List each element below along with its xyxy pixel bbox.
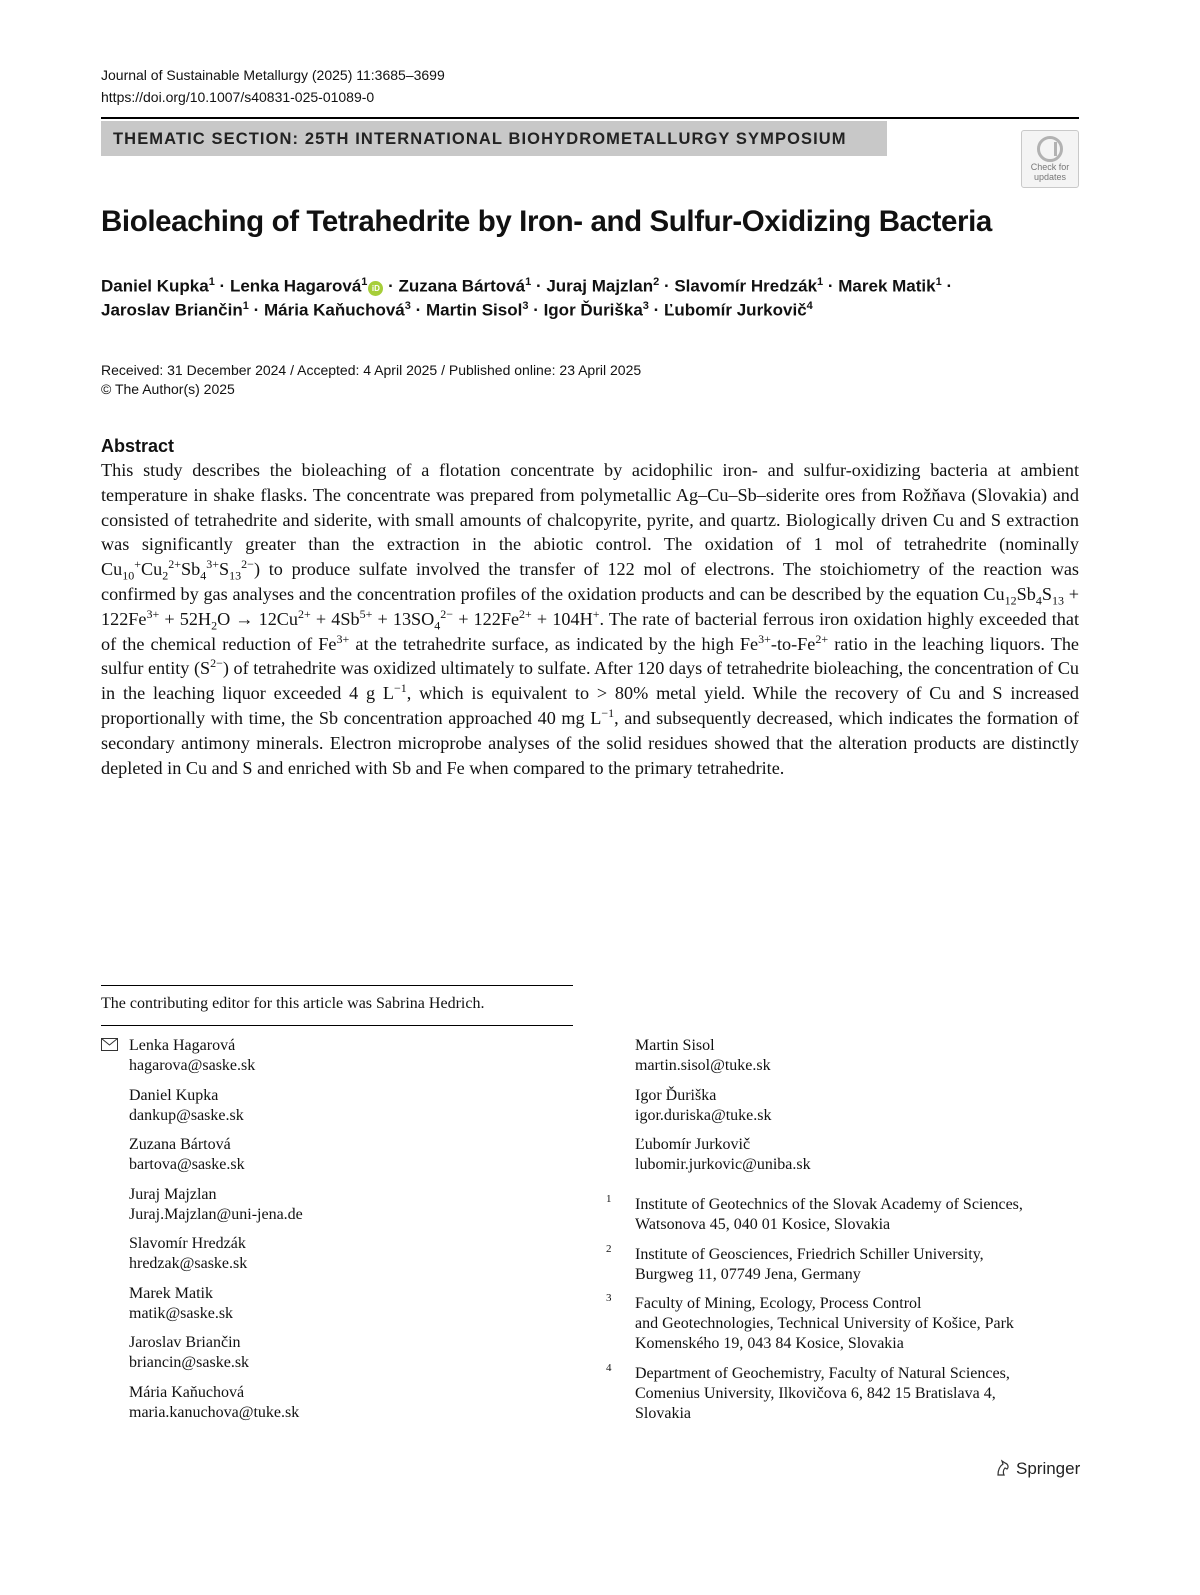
orcid-icon[interactable]: iD [368,281,383,296]
affiliation-number: 4 [606,1361,612,1374]
affiliation-number: 3 [606,1292,612,1304]
contact-name: Mária Kaňuchová [129,1383,245,1401]
abstract-text: This study describes the bioleaching of a flotation concentrate by acidophilic iron- and sulfur-oxidizing bacteria at ambient temperature in shake flasks. The concentrate was prepared from polymetallic Ag–Cu–Sb–siderite ores from Rožňava (Slovakia) and consisted of tetrahedrite and siderite, with small amounts of chalcopyrite, pyrite, and quartz. Biologically driven Cu and S extraction was significantly greater than the extraction in the abiotic control. The oxidation of 1 mol of tetrahedrite (nominally $Cu_{10}^+Cu_2^{2+}Sb_4^{3+}S_{13}^{2-}$) to produce sulfate involved the transfer of 122 mol of electrons. The stoichiometry of the reaction was confirmed by gas analyses and the concentration profiles of the oxidation products and can be described by the equation $Cu_{12}Sb_4S_{13} + 122Fe^{3+} + 52H_2O \to 12Cu^{2+} + 4Sb^{5+} + 13SO_4^{2-} + 122Fe^{2+} + 104H^+$. The rate of bacterial ferrous iron oxidation highly exceeded that of the chemical reduction of $Fe^{3+}$ at the tetrahedrite surface, as indicated by the high $Fe^{3+}-to-Fe^{2+}$ ratio in the leaching liquors. The sulfur entity $(S^{2-})$ of tetrahedrite was oxidized ultimately to sulfate. After 120 days of tetrahedrite bioleaching, the concentration of Cu in the leaching liquor exceeded 4 g $L^{-1}$, which is equivalent to > 80% metal yield. While the recovery of Cu and S increased proportionally with time, the Sb concentration approached 40 mg $L^{-1}$, and subsequently decreased, which indicates the formation of secondary antimony minerals. Electron microprobe analyses of the solid residues showed that the alteration products are distinctly depleted in Cu and S and enriched with Sb and Fe when compared to the primary tetrahedrite. [101,460,1080,778]
affiliation-line: Watsonova 45, 040 01 Kosice, Slovakia [635,1216,891,1233]
affiliation-entry [606,1195,1075,1235]
author-separator: · [383,276,399,296]
affiliation-number: 2 [606,1242,612,1255]
contact-entry [129,1383,303,1423]
contact-entry [129,1086,303,1126]
contact-email[interactable]: matik@saske.sk [129,1304,234,1322]
author-name: Igor Ďuriška [543,300,643,320]
author-name: Jaroslav Briančin [101,300,243,320]
author-name: Ľubomír Jurkovič [664,300,807,320]
contact-entry [129,1234,303,1274]
badge-line1: Check for [1030,162,1070,172]
author-name: Martin Sisol [425,300,523,320]
contact-email[interactable]: hredzak@saske.sk [129,1255,248,1272]
contact-name: Martin Sisol [635,1037,715,1054]
footnote-rule-bottom [101,1025,573,1026]
affiliation-text [635,1294,1075,1354]
author-name: Juraj Majzlan [546,276,654,296]
contact-name: Slavomír Hredzák [129,1235,246,1252]
header-rule [101,117,1079,119]
author-affiliation-mark: 1 [817,276,824,288]
contact-entry [129,1036,303,1076]
publisher-logo [994,1459,1080,1479]
author-name: Mária Kaňuchová [263,300,405,320]
contact-name: Marek Matik [129,1284,213,1302]
affiliation-line: Faculty of Mining, Ecology, Process Control [635,1295,922,1312]
doi-link[interactable]: https://doi.org/10.1007/s40831-025-01089-0 [101,89,375,105]
affiliations [606,1195,1075,1433]
contact-name: Ľubomír Jurkovič [635,1136,751,1153]
journal-citation: Journal of Sustainable Metallurgy (2025) 11:3685–3699 [101,67,445,83]
article-title: Bioleaching of Tetrahedrite by Iron- and Sulfur-Oxidizing Bacteria [101,205,992,238]
authors-line-1 [101,276,952,297]
affiliation-number: 1 [606,1193,612,1205]
author-affiliation-mark: 1 [361,276,368,288]
author-affiliation-mark: 1 [525,276,532,288]
journal-header [101,64,445,108]
author-name: Marek Matik [838,276,936,296]
author-separator: · [648,300,665,320]
section-label: THEMATIC SECTION: 25TH INTERNATIONAL BIOHYDROMETALLURGY SYMPOSIUM [113,130,847,148]
affiliation-line: Institute of Geosciences, Friedrich Schiller University, [635,1245,984,1263]
author-affiliation-mark: 2 [653,276,660,288]
contact-email[interactable]: lubomir.jurkovic@uniba.sk [635,1156,811,1173]
footnote-rule-top [101,985,573,986]
affiliation-text [635,1364,1075,1424]
contact-entry [129,1284,303,1324]
author-affiliation-mark: 3 [642,300,649,312]
check-for-updates-badge[interactable] [1021,130,1079,188]
author-affiliation-mark: 1 [935,276,942,288]
affiliation-entry [606,1242,1075,1285]
author-affiliation-mark: 3 [522,300,529,312]
affiliation-entry [606,1361,1075,1424]
author-separator: · [528,300,544,320]
contact-email[interactable]: bartova@saske.sk [129,1156,245,1173]
contact-name: Jaroslav Briančin [129,1334,241,1351]
affiliation-line: Comenius University, Ilkovičova 6, 842 15 Bratislava 4, [635,1384,996,1402]
author-separator: · [410,300,426,320]
envelope-icon [101,1038,118,1056]
affiliation-text [635,1245,1075,1285]
author-separator: · [941,276,953,296]
publisher-name: Springer [1016,1459,1081,1478]
contact-entry [129,1333,303,1373]
affiliation-line: Department of Geochemistry, Faculty of Natural Sciences, [635,1364,1010,1382]
author-name: Daniel Kupka [101,276,209,296]
editor-note: The contributing editor for this article was Sabrina Hedrich. [101,995,485,1012]
affiliation-text [635,1195,1075,1235]
copyright: © The Author(s) 2025 [101,381,235,397]
contact-email[interactable]: igor.duriska@tuke.sk [635,1106,772,1124]
author-separator: · [248,300,264,320]
check-for-updates-icon [1037,136,1063,162]
authors-line-2 [101,300,813,321]
author-affiliation-mark: 1 [208,276,215,288]
contact-name: Lenka Hagarová [129,1037,236,1054]
affiliation-line: and Geotechnologies, Technical University of Košice, Park [635,1315,1014,1332]
contact-name: Zuzana Bártová [129,1136,231,1153]
abstract-heading: Abstract [101,436,175,456]
author-separator: · [659,276,675,296]
author-separator: · [214,276,230,296]
contact-entry [129,1135,303,1175]
affiliation-line: Slovakia [635,1404,691,1422]
publication-history: Received: 31 December 2024 / Accepted: 4 April 2025 / Published online: 23 April 2025 [101,362,642,378]
affiliation-line: Burgweg 11, 07749 Jena, Germany [635,1265,861,1283]
badge-line2: updates [1033,172,1067,182]
author-affiliation-mark: 1 [242,300,249,312]
author-affiliation-mark: 3 [404,300,411,312]
contact-entry [635,1135,811,1175]
contact-name: Igor Ďuriška [635,1086,717,1104]
contact-entry [129,1185,303,1225]
contact-entry [635,1086,811,1126]
contact-entry [635,1036,811,1076]
affiliation-line: Institute of Geotechnics of the Slovak Academy of Sciences, [635,1196,1023,1213]
author-affiliation-mark: 4 [806,300,813,312]
affiliation-line: Komenského 19, 043 84 Kosice, Slovakia [635,1335,904,1352]
section-band [101,121,887,156]
affiliation-entry [606,1294,1075,1354]
springer-horse-icon [994,1459,1012,1477]
contact-name: Juraj Majzlan [129,1185,217,1203]
author-name: Lenka Hagarová [229,276,362,296]
contact-email[interactable]: briancin@saske.sk [129,1354,250,1371]
contact-email[interactable]: dankup@saske.sk [129,1106,244,1124]
contact-name: Daniel Kupka [129,1086,219,1104]
author-separator: · [531,276,547,296]
contacts-left [129,1036,303,1432]
contact-email[interactable]: martin.sisol@tuke.sk [635,1057,771,1074]
author-name: Zuzana Bártová [398,276,526,296]
author-name: Slavomír Hredzák [674,276,818,296]
author-separator: · [823,276,839,296]
contacts-right [635,1036,811,1185]
contact-email[interactable]: hagarova@saske.sk [129,1057,256,1074]
contact-email[interactable]: maria.kanuchova@tuke.sk [129,1403,300,1421]
contact-email[interactable]: Juraj.Majzlan@uni-jena.de [129,1205,303,1223]
